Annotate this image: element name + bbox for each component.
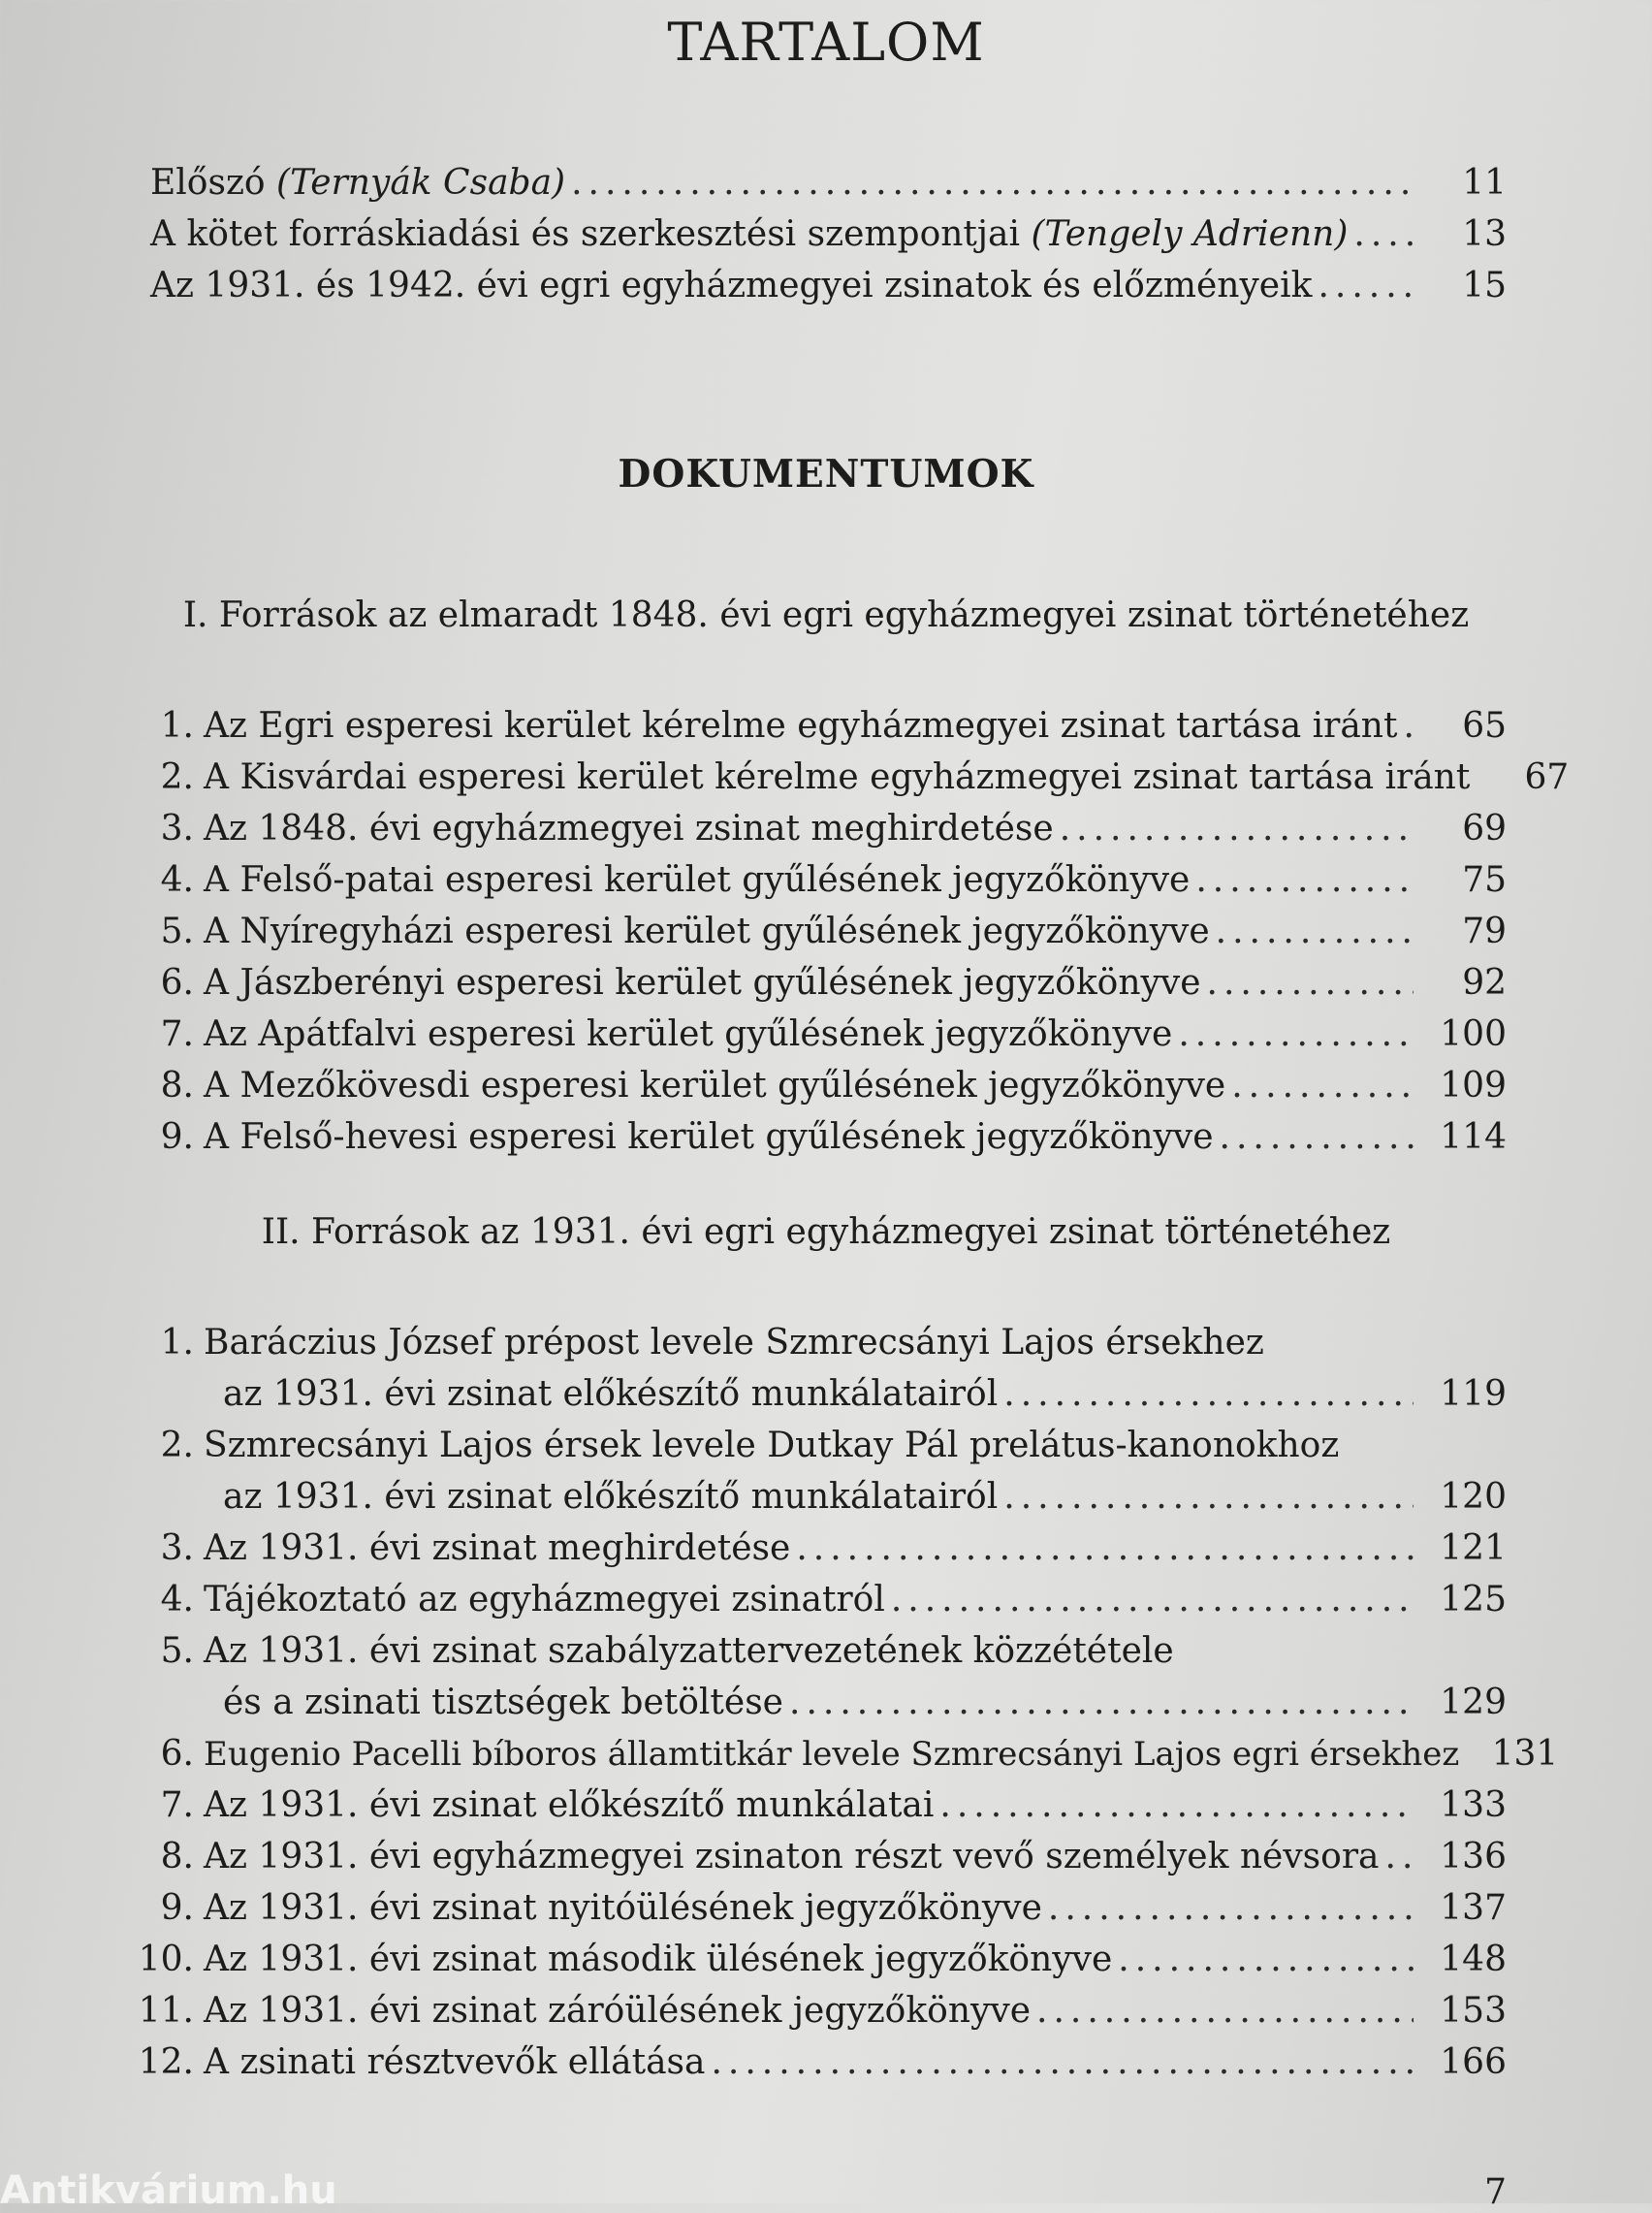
page-number: 13: [1462, 214, 1507, 254]
toc-entry: [0, 1831, 1652, 1882]
page-number: 136: [1440, 1837, 1507, 1876]
toc-entry: [0, 260, 1652, 311]
page-number: 92: [1462, 963, 1507, 1003]
page-number: 114: [1440, 1117, 1507, 1157]
leader-dots: [796, 1523, 1414, 1574]
entry-number: 1.: [160, 706, 194, 746]
entry-number: 8.: [160, 1837, 194, 1876]
entry-text: A kötet forráskiadási és szerkesztési szempontjai: [150, 214, 1032, 254]
toc-entry: [0, 1882, 1652, 1934]
entry-text: Az 1931. évi zsinat előkészítő munkálatai: [204, 1785, 935, 1825]
entry-number: 7.: [160, 1014, 194, 1054]
entry-text: Az 1931. évi zsinat meghirdetése: [204, 1528, 791, 1568]
toc-entry: [0, 1420, 1652, 1523]
toc-entry: [0, 906, 1652, 957]
entry-number: 11.: [138, 1991, 194, 2031]
entry-text: Szmrecsányi Lajos érsek levele Dutkay Pál prelátus-kanonokhoz: [204, 1426, 1340, 1465]
leader-dots: [1318, 260, 1414, 311]
toc-entry: [0, 2037, 1652, 2088]
entry-text: Előszó: [150, 163, 277, 203]
entry-author: (Ternyák Csaba): [276, 163, 566, 203]
leader-dots: [1003, 1471, 1414, 1523]
entry-text-continued: az 1931. évi zsinat előkészítő munkálatairól: [223, 1374, 999, 1414]
entry-number: 9.: [160, 1888, 194, 1928]
page-number: 79: [1462, 912, 1507, 951]
leader-dots: [939, 1780, 1414, 1831]
page-number: 119: [1440, 1374, 1507, 1414]
page-number: 69: [1462, 809, 1507, 849]
page-number: 109: [1440, 1066, 1507, 1106]
toc-entry: [0, 1985, 1652, 2037]
entry-text: A Mezőkövesdi esperesi kerület gyűlésének jegyzőkönyve: [204, 1066, 1226, 1106]
leader-dots: [1195, 854, 1414, 906]
folio-page-number: 7: [1484, 2172, 1507, 2212]
page-number: 166: [1440, 2042, 1507, 2082]
page-number: 75: [1462, 860, 1507, 900]
entry-author: (Tengely Adrienn): [1031, 214, 1349, 254]
entry-text: Az 1931. évi zsinat záróülésének jegyzőkönyve: [204, 1991, 1032, 2031]
entry-number: 8.: [160, 1066, 194, 1106]
page-number: 100: [1440, 1014, 1507, 1054]
leader-dots: [789, 1677, 1414, 1728]
entry-text: A Nyíregyházi esperesi kerület gyűlésének jegyzőkönyve: [204, 912, 1210, 951]
page-number: 15: [1462, 266, 1507, 305]
entry-number: 3.: [160, 1528, 194, 1568]
leader-dots: [1353, 208, 1414, 260]
toc-entry: [0, 700, 1652, 752]
toc-entry: [0, 1523, 1652, 1574]
entry-number: 2.: [160, 1426, 194, 1465]
leader-dots: [711, 2037, 1414, 2088]
entry-text: A Kisvárdai esperesi kerület kérelme egyházmegyei zsinat tartása iránt: [204, 757, 1471, 797]
toc-entry: [0, 157, 1652, 208]
page-number: 67: [1524, 757, 1570, 797]
leader-dots: [1220, 1111, 1414, 1163]
entry-number: 5.: [160, 1631, 194, 1671]
entry-number: 6.: [160, 963, 194, 1003]
page-number: 153: [1440, 1991, 1507, 2031]
page-number: 131: [1491, 1734, 1559, 1774]
entry-text: Baráczius József prépost levele Szmrecsányi Lajos érsekhez: [204, 1323, 1264, 1363]
entry-text: A Felső-hevesi esperesi kerület gyűlésének jegyzőkönyve: [204, 1117, 1214, 1157]
entry-number: 1.: [160, 1323, 194, 1363]
entry-text: Az 1931. és 1942. évi egri egyházmegyei zsinatok és előzményeik: [150, 266, 1313, 305]
page-number: 148: [1440, 1940, 1507, 1979]
entry-text: Az 1931. évi zsinat nyitóülésének jegyzőkönyve: [204, 1888, 1042, 1928]
entry-text: Tájékoztató az egyházmegyei zsinatról: [204, 1580, 885, 1620]
entry-text: A Jászberényi esperesi kerület gyűlésének jegyzőkönyve: [204, 963, 1201, 1003]
toc-entry: [0, 854, 1652, 906]
watermark-logo: Antikvárium.hu: [0, 2168, 337, 2213]
page-number: 120: [1440, 1477, 1507, 1517]
page-number: 129: [1440, 1683, 1507, 1722]
toc-entry: [0, 803, 1652, 854]
part1-list: [0, 700, 1652, 1163]
page-title: TARTALOM: [667, 12, 985, 73]
toc-entry: [0, 1780, 1652, 1831]
part2-list: [0, 1317, 1652, 2088]
entry-text: Az 1931. évi zsinat szabályzattervezetének közzététele: [204, 1631, 1174, 1671]
page-number: 133: [1440, 1785, 1507, 1825]
page-number: 65: [1462, 706, 1507, 746]
entry-text: Az 1848. évi egyházmegyei zsinat meghirdetése: [204, 809, 1054, 849]
entry-text: Az Egri esperesi kerület kérelme egyházmegyei zsinat tartása iránt: [204, 706, 1398, 746]
entry-number: 4.: [160, 860, 194, 900]
entry-number: 12.: [138, 2042, 194, 2082]
part-title: I. Források az elmaradt 1848. évi egri egyházmegyei zsinat történetéhez: [182, 595, 1470, 635]
entry-text: Eugenio Pacelli bíboros államtitkár levele Szmrecsányi Lajos egri érsekhez: [204, 1735, 1460, 1774]
toc-entry: [0, 1111, 1652, 1163]
toc-entry: [0, 208, 1652, 260]
entry-number: 7.: [160, 1785, 194, 1825]
leader-dots: [1403, 700, 1414, 752]
leader-dots: [1231, 1060, 1414, 1111]
toc-entry: [0, 1934, 1652, 1985]
entry-text: A zsinati résztvevők ellátása: [204, 2042, 706, 2082]
section-title: DOKUMENTUMOK: [618, 452, 1034, 497]
toc-entry: [0, 1009, 1652, 1060]
entry-number: 9.: [160, 1117, 194, 1157]
toc-entry: [0, 1625, 1652, 1728]
leader-dots: [1036, 1985, 1414, 2037]
leader-dots: [1048, 1882, 1414, 1934]
toc-entry: [0, 1728, 1652, 1780]
leader-dots: [1003, 1368, 1414, 1420]
leader-dots: [1207, 957, 1414, 1009]
entry-text-continued: az 1931. évi zsinat előkészítő munkálatairól: [223, 1477, 999, 1517]
page-number: 137: [1440, 1888, 1507, 1928]
page-number: 11: [1462, 163, 1507, 203]
toc-entry: [0, 752, 1652, 803]
leader-dots: [1118, 1934, 1414, 1985]
entry-number: 6.: [160, 1734, 194, 1774]
entry-number: 3.: [160, 809, 194, 849]
leader-dots: [1385, 1831, 1414, 1882]
toc-entry: [0, 1574, 1652, 1625]
front-matter-list: [0, 157, 1652, 311]
entry-text: Az 1931. évi zsinat második ülésének jegyzőkönyve: [204, 1940, 1113, 1979]
leader-dots: [1060, 803, 1414, 854]
toc-entry: [0, 957, 1652, 1009]
entry-number: 5.: [160, 912, 194, 951]
leader-dots: [571, 157, 1414, 208]
toc-entry: [0, 1317, 1652, 1420]
entry-number: 4.: [160, 1580, 194, 1620]
entry-text: Az Apátfalvi esperesi kerület gyűlésének jegyzőkönyve: [204, 1014, 1173, 1054]
page-number: 121: [1440, 1528, 1507, 1568]
leader-dots: [1178, 1009, 1414, 1060]
entry-text: A Felső-patai esperesi kerület gyűlésének jegyzőkönyve: [204, 860, 1191, 900]
entry-text: Az 1931. évi egyházmegyei zsinaton részt vevő személyek névsora: [204, 1837, 1380, 1876]
entry-text-continued: és a zsinati tisztségek betöltése: [223, 1683, 783, 1722]
part-title: II. Források az 1931. évi egri egyházmegyei zsinat történetéhez: [261, 1212, 1391, 1252]
leader-dots: [891, 1574, 1414, 1625]
page-number: 125: [1440, 1580, 1507, 1620]
toc-entry: [0, 1060, 1652, 1111]
entry-number: 2.: [160, 757, 194, 797]
entry-number: 10.: [138, 1940, 194, 1979]
leader-dots: [1216, 906, 1414, 957]
